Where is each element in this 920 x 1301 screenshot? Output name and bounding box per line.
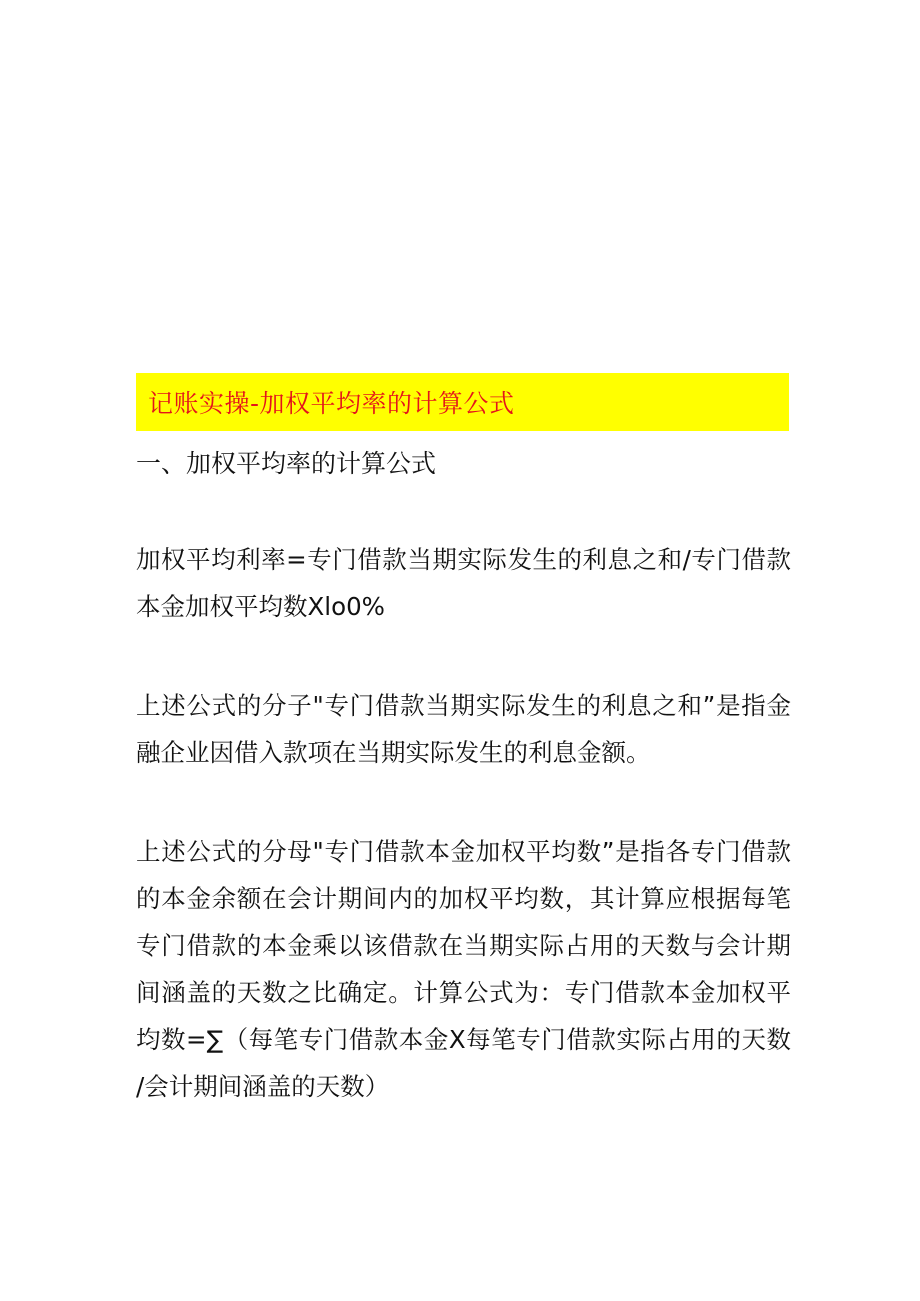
text-line: 均数=∑（每笔专门借款本金X每笔专门借款实际占用的天数 bbox=[136, 1025, 791, 1054]
text-line: 融企业因借入款项在当期实际发生的利息金额。 bbox=[136, 738, 651, 767]
text-line: 本金加权平均数Xlo0% bbox=[136, 592, 385, 621]
text-line: 上述公式的分子"专门借款当期实际发生的利息之和”是指金 bbox=[136, 691, 791, 720]
text-line: 加权平均利率=专门借款当期实际发生的利息之和/专门借款 bbox=[136, 545, 791, 574]
text-line: /会计期间涵盖的天数） bbox=[136, 1072, 390, 1101]
text-line: 的本金余额在会计期间内的加权平均数，其计算应根据每笔 bbox=[136, 884, 791, 913]
text-line: 间涵盖的天数之比确定。计算公式为：专门借款本金加权平 bbox=[136, 978, 791, 1007]
text-line: 专门借款的本金乘以该借款在当期实际占用的天数与会计期 bbox=[136, 931, 791, 960]
numerator-paragraph bbox=[136, 682, 791, 776]
title-banner bbox=[136, 373, 789, 431]
document-title: 记账实操-加权平均率的计算公式 bbox=[148, 389, 515, 418]
formula-paragraph bbox=[136, 536, 791, 630]
denominator-paragraph bbox=[136, 828, 791, 1110]
section-heading: 一、加权平均率的计算公式 bbox=[136, 449, 437, 478]
text-line: 上述公式的分母"专门借款本金加权平均数”是指各专门借款 bbox=[136, 837, 791, 866]
